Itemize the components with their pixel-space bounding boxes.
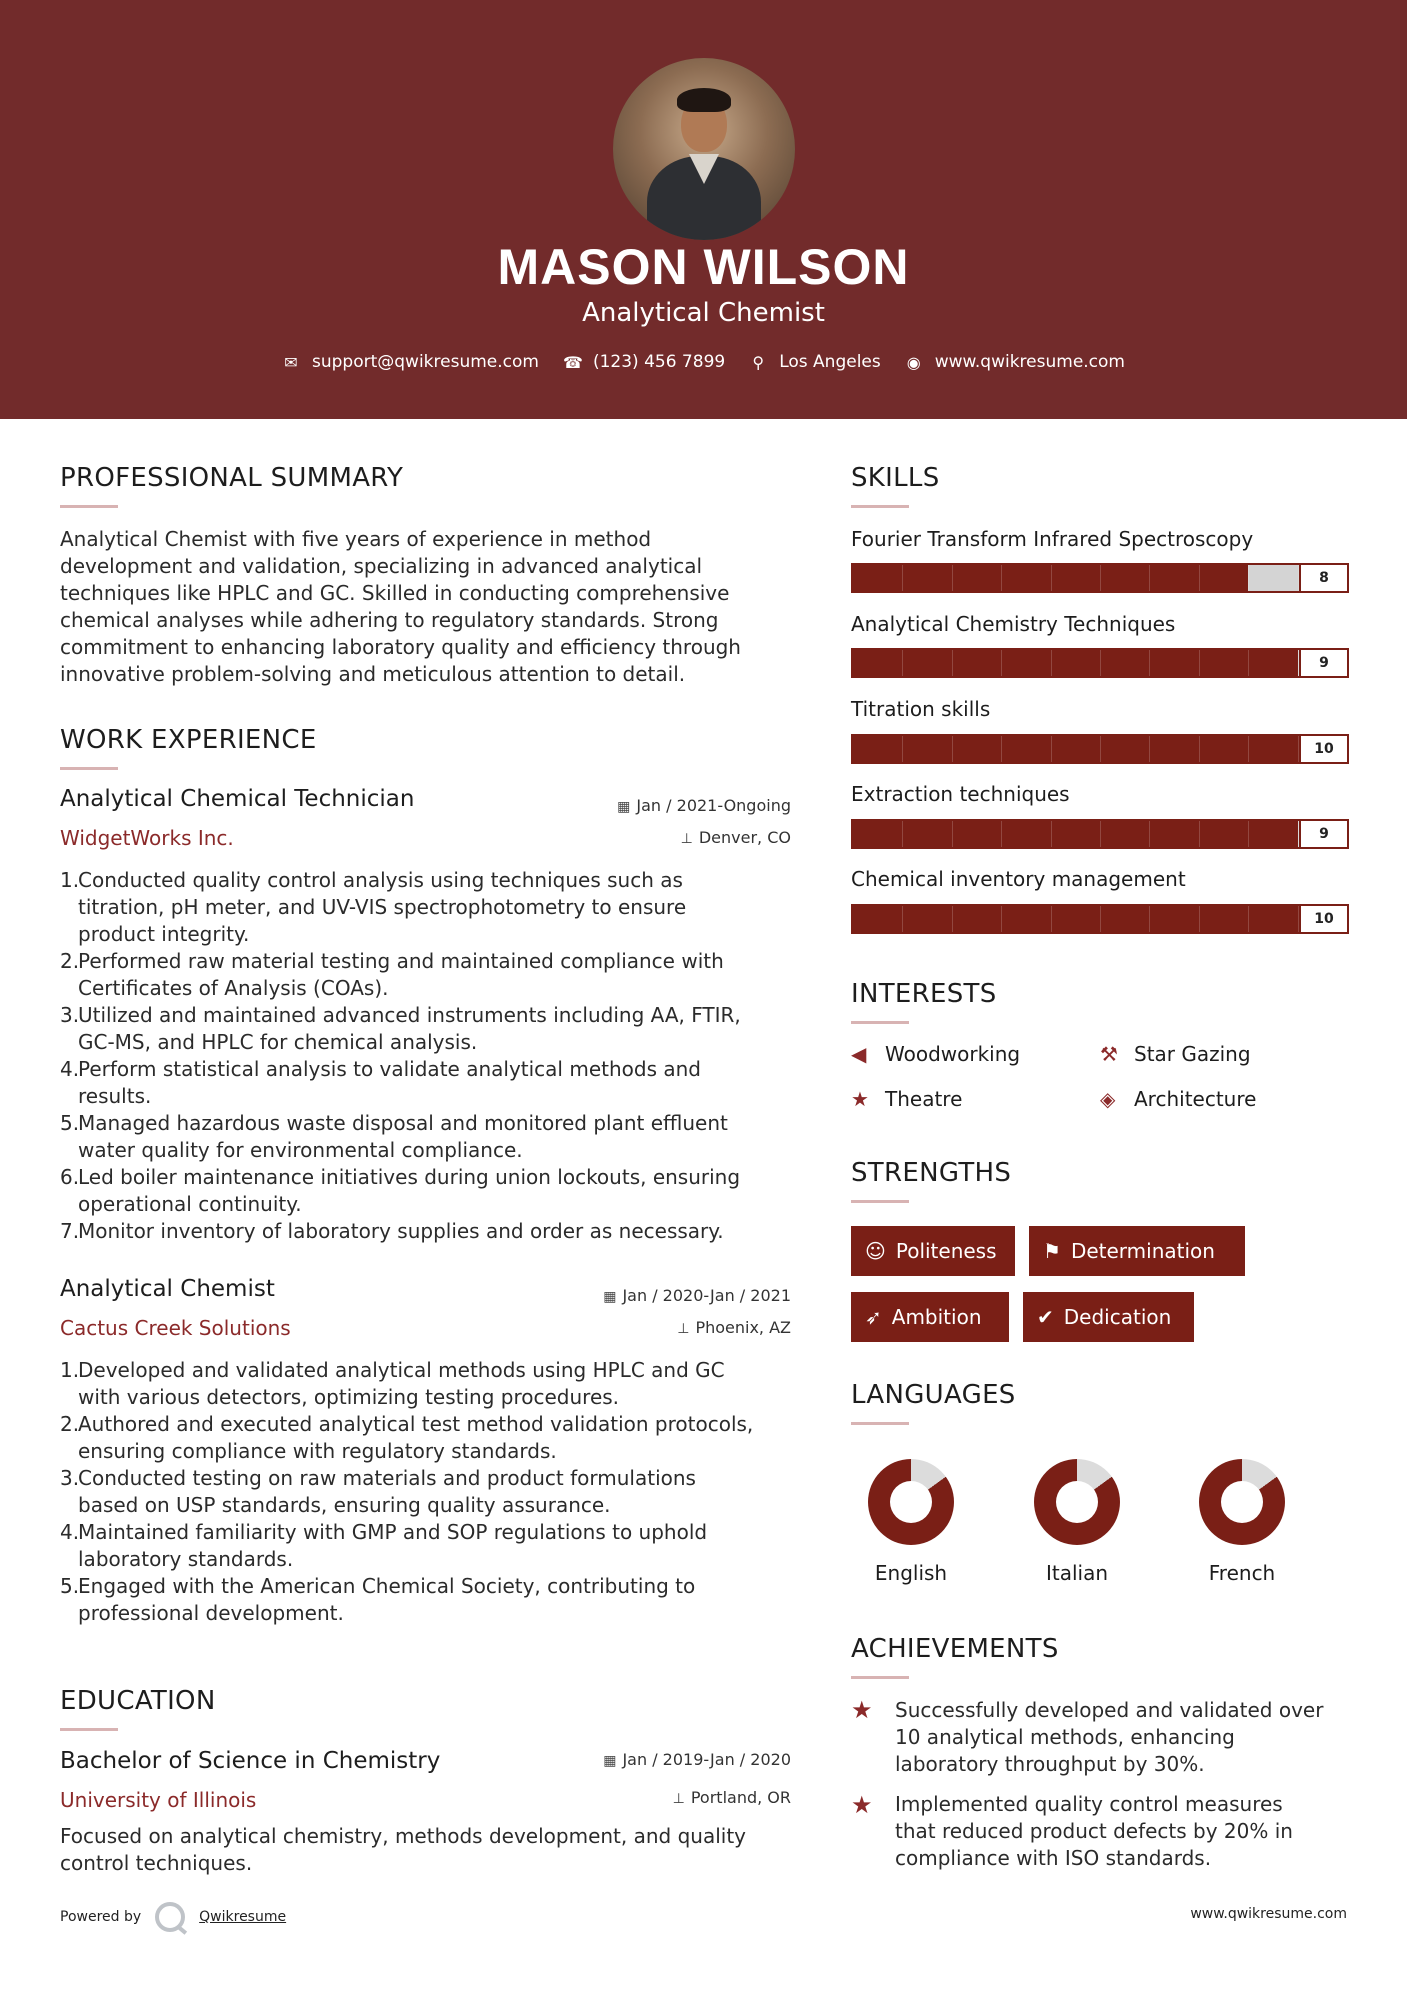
achievement-item: Successfully developed and validated over 10 analytical methods, enhancing laboratory throughput by 30%. bbox=[895, 1698, 1324, 1776]
skill-bar-segment bbox=[902, 650, 903, 676]
skill-bar-segment bbox=[1100, 565, 1101, 591]
pushpin-icon: ⊥ bbox=[677, 1321, 690, 1337]
skill-bar bbox=[851, 648, 1349, 678]
skill-bar-segment bbox=[902, 565, 903, 591]
candidate-title: Analytical Chemist bbox=[582, 298, 825, 328]
strengths-heading: STRENGTHS bbox=[851, 1158, 1012, 1188]
skill-score: 10 bbox=[1299, 906, 1347, 932]
job-title: Analytical Chemical Technician bbox=[60, 786, 415, 812]
phone-icon: ☎ bbox=[562, 352, 583, 372]
job-company: WidgetWorks Inc. bbox=[60, 826, 234, 850]
achievement-item: Implemented quality control measures that reduced product defects by 20% in compliance with ISO standards. bbox=[895, 1792, 1293, 1870]
calendar-icon: ▦ bbox=[617, 799, 631, 815]
job-company: Cactus Creek Solutions bbox=[60, 1316, 291, 1340]
skill-bar-segment bbox=[1100, 906, 1101, 932]
language-label: English bbox=[874, 1561, 948, 1585]
skill-bar-segment bbox=[1100, 650, 1101, 676]
skill-score: 8 bbox=[1299, 565, 1347, 591]
skill-bar-segment bbox=[1248, 906, 1249, 932]
trophy-star-icon: ★ bbox=[851, 1791, 873, 1819]
summary-text: Analytical Chemist with five years of experience in method development and validation, specializing in advanced analytical techniques like HPLC and GC. Skilled in conducting comprehensive chemical analyses while adhering to regulatory standards. Strong commitment to enhancing laboratory quality and efficiency through innovative problem-solving and meticulous attention to detail. bbox=[60, 527, 741, 686]
skill-bar-segment bbox=[1051, 736, 1052, 762]
job-bullets bbox=[60, 1357, 753, 1627]
skill-bar-segment bbox=[902, 821, 903, 847]
calendar-icon: ▦ bbox=[603, 1753, 617, 1769]
calendar-icon: ▦ bbox=[603, 1289, 617, 1305]
education-description: Focused on analytical chemistry, methods development, and quality control techniques. bbox=[60, 1824, 747, 1875]
skill-name: Titration skills bbox=[851, 697, 991, 721]
education-date: ▦ Jan / 2019-Jan / 2020 bbox=[603, 1750, 791, 1769]
skill-name: Fourier Transform Infrared Spectroscopy bbox=[851, 527, 1254, 551]
job-title: Analytical Chemist bbox=[60, 1276, 275, 1302]
work-divider bbox=[60, 767, 118, 770]
skill-bar-segment bbox=[1248, 821, 1249, 847]
trophy-star-icon: ★ bbox=[851, 1696, 873, 1724]
list-item: 6. Led boiler maintenance initiatives during union lockouts, ensuring operational continuity. bbox=[60, 1165, 741, 1216]
skill-bar-segment bbox=[1199, 906, 1200, 932]
skill-bar-segment bbox=[1100, 736, 1101, 762]
globe-icon: ◉ bbox=[906, 352, 921, 372]
interest-item: ◈ Architecture bbox=[1100, 1087, 1257, 1111]
profile-photo bbox=[613, 58, 795, 240]
skill-bar-segment bbox=[952, 821, 953, 847]
job-date: ▦ Jan / 2021-Ongoing bbox=[617, 796, 791, 815]
skill-bar-segment bbox=[1051, 650, 1052, 676]
skill-bar-segment bbox=[1001, 736, 1002, 762]
skill-bar-segment bbox=[1051, 565, 1052, 591]
map-pin-icon: ⚲ bbox=[752, 352, 765, 372]
skill-bar-segment bbox=[1149, 821, 1150, 847]
skill-bar-segment bbox=[1001, 650, 1002, 676]
ticket-icon: ◈ bbox=[1100, 1087, 1116, 1111]
education-location: ⊥ Portland, OR bbox=[672, 1788, 791, 1807]
degree-title: Bachelor of Science in Chemistry bbox=[60, 1748, 441, 1774]
interests-heading: INTERESTS bbox=[851, 979, 997, 1009]
skill-bar-segment bbox=[952, 565, 953, 591]
languages-heading: LANGUAGES bbox=[851, 1380, 1016, 1410]
summary-divider bbox=[60, 505, 118, 508]
skill-bar bbox=[851, 563, 1349, 593]
skill-bar-segment bbox=[1199, 821, 1200, 847]
list-item: 5. Managed hazardous waste disposal and monitored plant effluent water quality for environmental compliance. bbox=[60, 1111, 728, 1162]
interest-item: ★ Theatre bbox=[851, 1087, 963, 1111]
skill-score: 9 bbox=[1299, 821, 1347, 847]
pushpin-icon: ⊥ bbox=[672, 1791, 685, 1807]
contact-bar bbox=[0, 352, 1407, 372]
skill-bar-segment bbox=[952, 906, 953, 932]
skill-bar-segment bbox=[1149, 736, 1150, 762]
flag-icon: ⚑ bbox=[1043, 1239, 1061, 1263]
skill-bar bbox=[851, 819, 1349, 849]
skill-name: Analytical Chemistry Techniques bbox=[851, 612, 1176, 636]
strength-chip: ☺ Politeness bbox=[851, 1226, 1015, 1276]
list-item: 4. Maintained familiarity with GMP and SOP regulations to uphold laboratory standards. bbox=[60, 1520, 708, 1571]
skill-bar-segment bbox=[1199, 736, 1200, 762]
skill-score: 10 bbox=[1299, 736, 1347, 762]
language-ring bbox=[1034, 1459, 1120, 1545]
pushpin-icon: ⊥ bbox=[680, 831, 693, 847]
footer-powered-by: Powered by Qwikresume bbox=[60, 1902, 286, 1932]
achievements-divider bbox=[851, 1676, 909, 1679]
skill-bar-segment bbox=[1001, 565, 1002, 591]
work-heading: WORK EXPERIENCE bbox=[60, 725, 317, 755]
list-item: 3. Conducted testing on raw materials and product formulations based on USP standards, ensuring quality assurance. bbox=[60, 1466, 696, 1517]
skill-name: Chemical inventory management bbox=[851, 867, 1186, 891]
contact-phone[interactable]: ☎ (123) 456 7899 bbox=[562, 352, 726, 372]
skill-bar-segment bbox=[1149, 565, 1150, 591]
list-item: 4. Perform statistical analysis to validate analytical methods and results. bbox=[60, 1057, 701, 1108]
skills-divider bbox=[851, 505, 909, 508]
language-label: French bbox=[1208, 1561, 1276, 1585]
check-circle-icon: ✔ bbox=[1037, 1305, 1054, 1329]
job-location: ⊥ Phoenix, AZ bbox=[677, 1318, 791, 1337]
skill-bar-segment bbox=[1051, 821, 1052, 847]
gavel-icon: ⚒ bbox=[1100, 1042, 1118, 1066]
skill-score: 9 bbox=[1299, 650, 1347, 676]
summary-heading: PROFESSIONAL SUMMARY bbox=[60, 463, 404, 493]
list-item: 1. Conducted quality control analysis using techniques such as titration, pH meter, and UV-VIS spectrophotometry to ensure product integrity. bbox=[60, 868, 687, 946]
languages-divider bbox=[851, 1422, 909, 1425]
skill-bar-segment bbox=[952, 650, 953, 676]
skills-heading: SKILLS bbox=[851, 463, 940, 493]
list-item: 5. Engaged with the American Chemical Society, contributing to professional development. bbox=[60, 1574, 696, 1625]
language-ring bbox=[868, 1459, 954, 1545]
strength-chip: ⚑ Determination bbox=[1029, 1226, 1245, 1276]
contact-email[interactable]: ✉ support@qwikresume.com bbox=[282, 352, 539, 372]
job-bullets bbox=[60, 867, 741, 1245]
language-label: Italian bbox=[1045, 1561, 1109, 1585]
skill-bar-segment bbox=[902, 906, 903, 932]
list-item: 7. Monitor inventory of laboratory supplies and order as necessary. bbox=[60, 1219, 724, 1243]
interest-item: ◀ Woodworking bbox=[851, 1042, 1021, 1066]
skill-bar-segment bbox=[1149, 650, 1150, 676]
megaphone-icon: ◀ bbox=[851, 1042, 867, 1066]
smile-icon: ☺ bbox=[865, 1239, 886, 1263]
candidate-name: MASON WILSON bbox=[497, 239, 910, 295]
skill-bar-segment bbox=[1149, 906, 1150, 932]
interest-item: ⚒ Star Gazing bbox=[1100, 1042, 1251, 1066]
qwikresume-link[interactable]: Qwikresume bbox=[199, 1909, 287, 1925]
strengths-divider bbox=[851, 1200, 909, 1203]
qwikresume-logo-icon bbox=[155, 1902, 185, 1932]
list-item: 3. Utilized and maintained advanced instruments including AA, FTIR, GC-MS, and HPLC for chemical analysis. bbox=[60, 1003, 741, 1054]
school-name: University of Illinois bbox=[60, 1788, 257, 1812]
skill-name: Extraction techniques bbox=[851, 782, 1070, 806]
skill-bar bbox=[851, 904, 1349, 934]
job-date: ▦ Jan / 2020-Jan / 2021 bbox=[603, 1286, 791, 1305]
skill-bar-segment bbox=[1199, 650, 1200, 676]
skill-bar-segment bbox=[1001, 821, 1002, 847]
skill-bar bbox=[851, 734, 1349, 764]
list-item: 2. Authored and executed analytical test method validation protocols, ensuring compliance with regulatory standards. bbox=[60, 1412, 754, 1463]
skill-bar-segment bbox=[952, 736, 953, 762]
resume-header bbox=[0, 0, 1407, 419]
achievements-heading: ACHIEVEMENTS bbox=[851, 1634, 1059, 1664]
strength-chip: ➶ Ambition bbox=[851, 1292, 1009, 1342]
contact-website[interactable]: ◉ www.qwikresume.com bbox=[905, 352, 1125, 372]
skill-bar-segment bbox=[1051, 906, 1052, 932]
skill-bar-segment bbox=[1248, 650, 1249, 676]
skill-bar-segment bbox=[1248, 565, 1249, 591]
skill-bar-segment bbox=[1100, 821, 1101, 847]
job-location: ⊥ Denver, CO bbox=[680, 828, 791, 847]
footer-url[interactable]: www.qwikresume.com bbox=[1190, 1906, 1347, 1922]
skill-bar-segment bbox=[1248, 736, 1249, 762]
skill-bar-segment bbox=[1199, 565, 1200, 591]
star-icon: ★ bbox=[851, 1087, 869, 1111]
envelope-icon: ✉ bbox=[284, 352, 298, 372]
rocket-icon: ➶ bbox=[865, 1305, 882, 1329]
strength-chip: ✔ Dedication bbox=[1023, 1292, 1194, 1342]
list-item: 1. Developed and validated analytical methods using HPLC and GC with various detectors, optimizing testing procedures. bbox=[60, 1358, 725, 1409]
skill-bar-segment bbox=[1001, 906, 1002, 932]
interests-divider bbox=[851, 1021, 909, 1024]
contact-location: ⚲ Los Angeles bbox=[749, 352, 881, 372]
list-item: 2. Performed raw material testing and maintained compliance with Certificates of Analysis (COAs). bbox=[60, 949, 724, 1000]
education-heading: EDUCATION bbox=[60, 1686, 216, 1716]
language-ring bbox=[1199, 1459, 1285, 1545]
education-divider bbox=[60, 1728, 118, 1731]
skill-bar-segment bbox=[902, 736, 903, 762]
